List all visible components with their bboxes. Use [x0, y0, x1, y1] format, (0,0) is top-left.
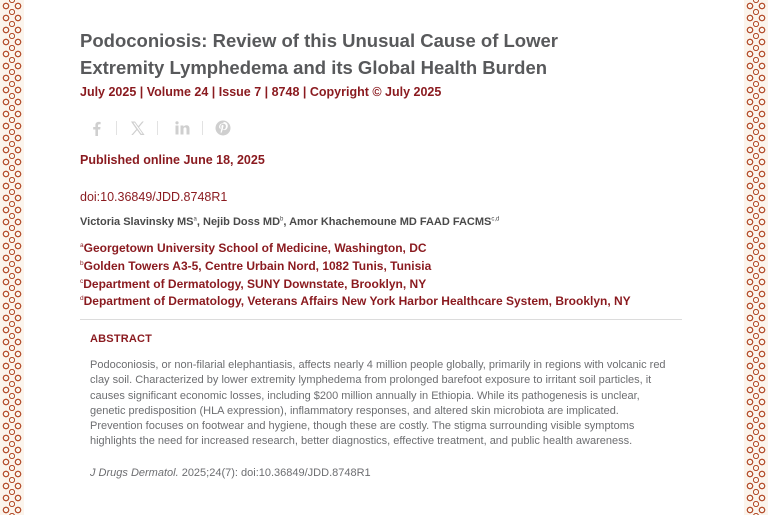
author-superscript: b — [280, 216, 284, 223]
author-list: Victoria Slavinsky $MS^a$, Nejib Doss $MD^b$, Amor Khachemoune MD FAAD FACMS$^{c,d}$ — [80, 216, 500, 228]
pinterest-icon[interactable] — [209, 118, 237, 138]
abstract-text: Podoconiosis, or non-filarial elephantiasis, affects nearly 4 million people globally, primarily in regions with volcanic red clay soil. Characterized by lower extremity lymphedema from prolonged barefoot exposure to irritant soil particles, it causes significant economic losses, including $200 million annually in Ethiopia. While its pathogenesis is unclear, genetic predisposition (HLA expression), inflammatory responses, and altered skin microbiota are implicated. Prevention focuses on footwear and hygiene, though these are costly. The stigma surrounding visible symptoms highlights the need for increased research, better diagnostics, effective treatment, and public health awareness. — [90, 359, 666, 448]
doi-link[interactable]: doi:10.36849/JDD.8748R1 — [80, 190, 228, 204]
affiliation-text: Department of Dermatology, SUNY Downstate, Brooklyn, NY — [83, 277, 427, 291]
citation-details: 2025;24(7): doi:10.36849/JDD.8748R1 — [178, 467, 371, 479]
x-icon[interactable] — [123, 118, 151, 138]
article-title: Podoconiosis: Review of this Unusual Cause of Lower Extremity Lymphedema and its Global Health Burden — [80, 30, 558, 78]
published-date: Published online June 18, 2025 — [80, 153, 265, 167]
citation-journal: J Drugs Dermatol. — [90, 467, 179, 479]
abstract-section — [80, 319, 682, 479]
citation — [90, 467, 371, 479]
author-name: Amor Khachemoune MD FAAD FACMS — [289, 216, 492, 228]
affiliation-superscript: a — [80, 242, 84, 249]
affiliation-item — [80, 294, 631, 308]
linkedin-icon[interactable] — [168, 118, 196, 138]
affiliation-item — [80, 259, 431, 273]
affiliation-item — [80, 277, 426, 291]
author-superscript: a — [193, 216, 197, 223]
facebook-icon[interactable] — [82, 118, 110, 138]
affiliation-superscript: d — [80, 295, 84, 302]
affiliation-text: Department of Dermatology, Veterans Affairs New York Harbor Healthcare System, Brooklyn, NY — [83, 294, 631, 308]
affiliation-superscript: b — [80, 260, 84, 267]
share-bar — [80, 118, 237, 138]
abstract-heading: ABSTRACT — [90, 333, 153, 345]
affiliation-superscript: c — [80, 278, 84, 285]
issue-info: July 2025 | Volume 24 | Issue 7 | 8748 | Copyright © July 2025 — [80, 85, 442, 99]
affiliation-text: Golden Towers A3-5, Centre Urbain Nord, 1082 Tunis, Tunisia — [83, 259, 432, 273]
affiliation-item — [80, 241, 427, 255]
author-name: Nejib Doss MD — [203, 216, 281, 228]
author-name: Victoria Slavinsky MS — [80, 216, 194, 228]
share-divider — [157, 121, 158, 135]
share-divider — [116, 121, 117, 135]
decorative-border-right — [744, 0, 768, 515]
share-divider — [202, 121, 203, 135]
decorative-border-left — [0, 0, 24, 515]
author-superscript: c,d — [491, 216, 500, 223]
affiliation-text: Georgetown University School of Medicine, Washington, DC — [83, 241, 427, 255]
